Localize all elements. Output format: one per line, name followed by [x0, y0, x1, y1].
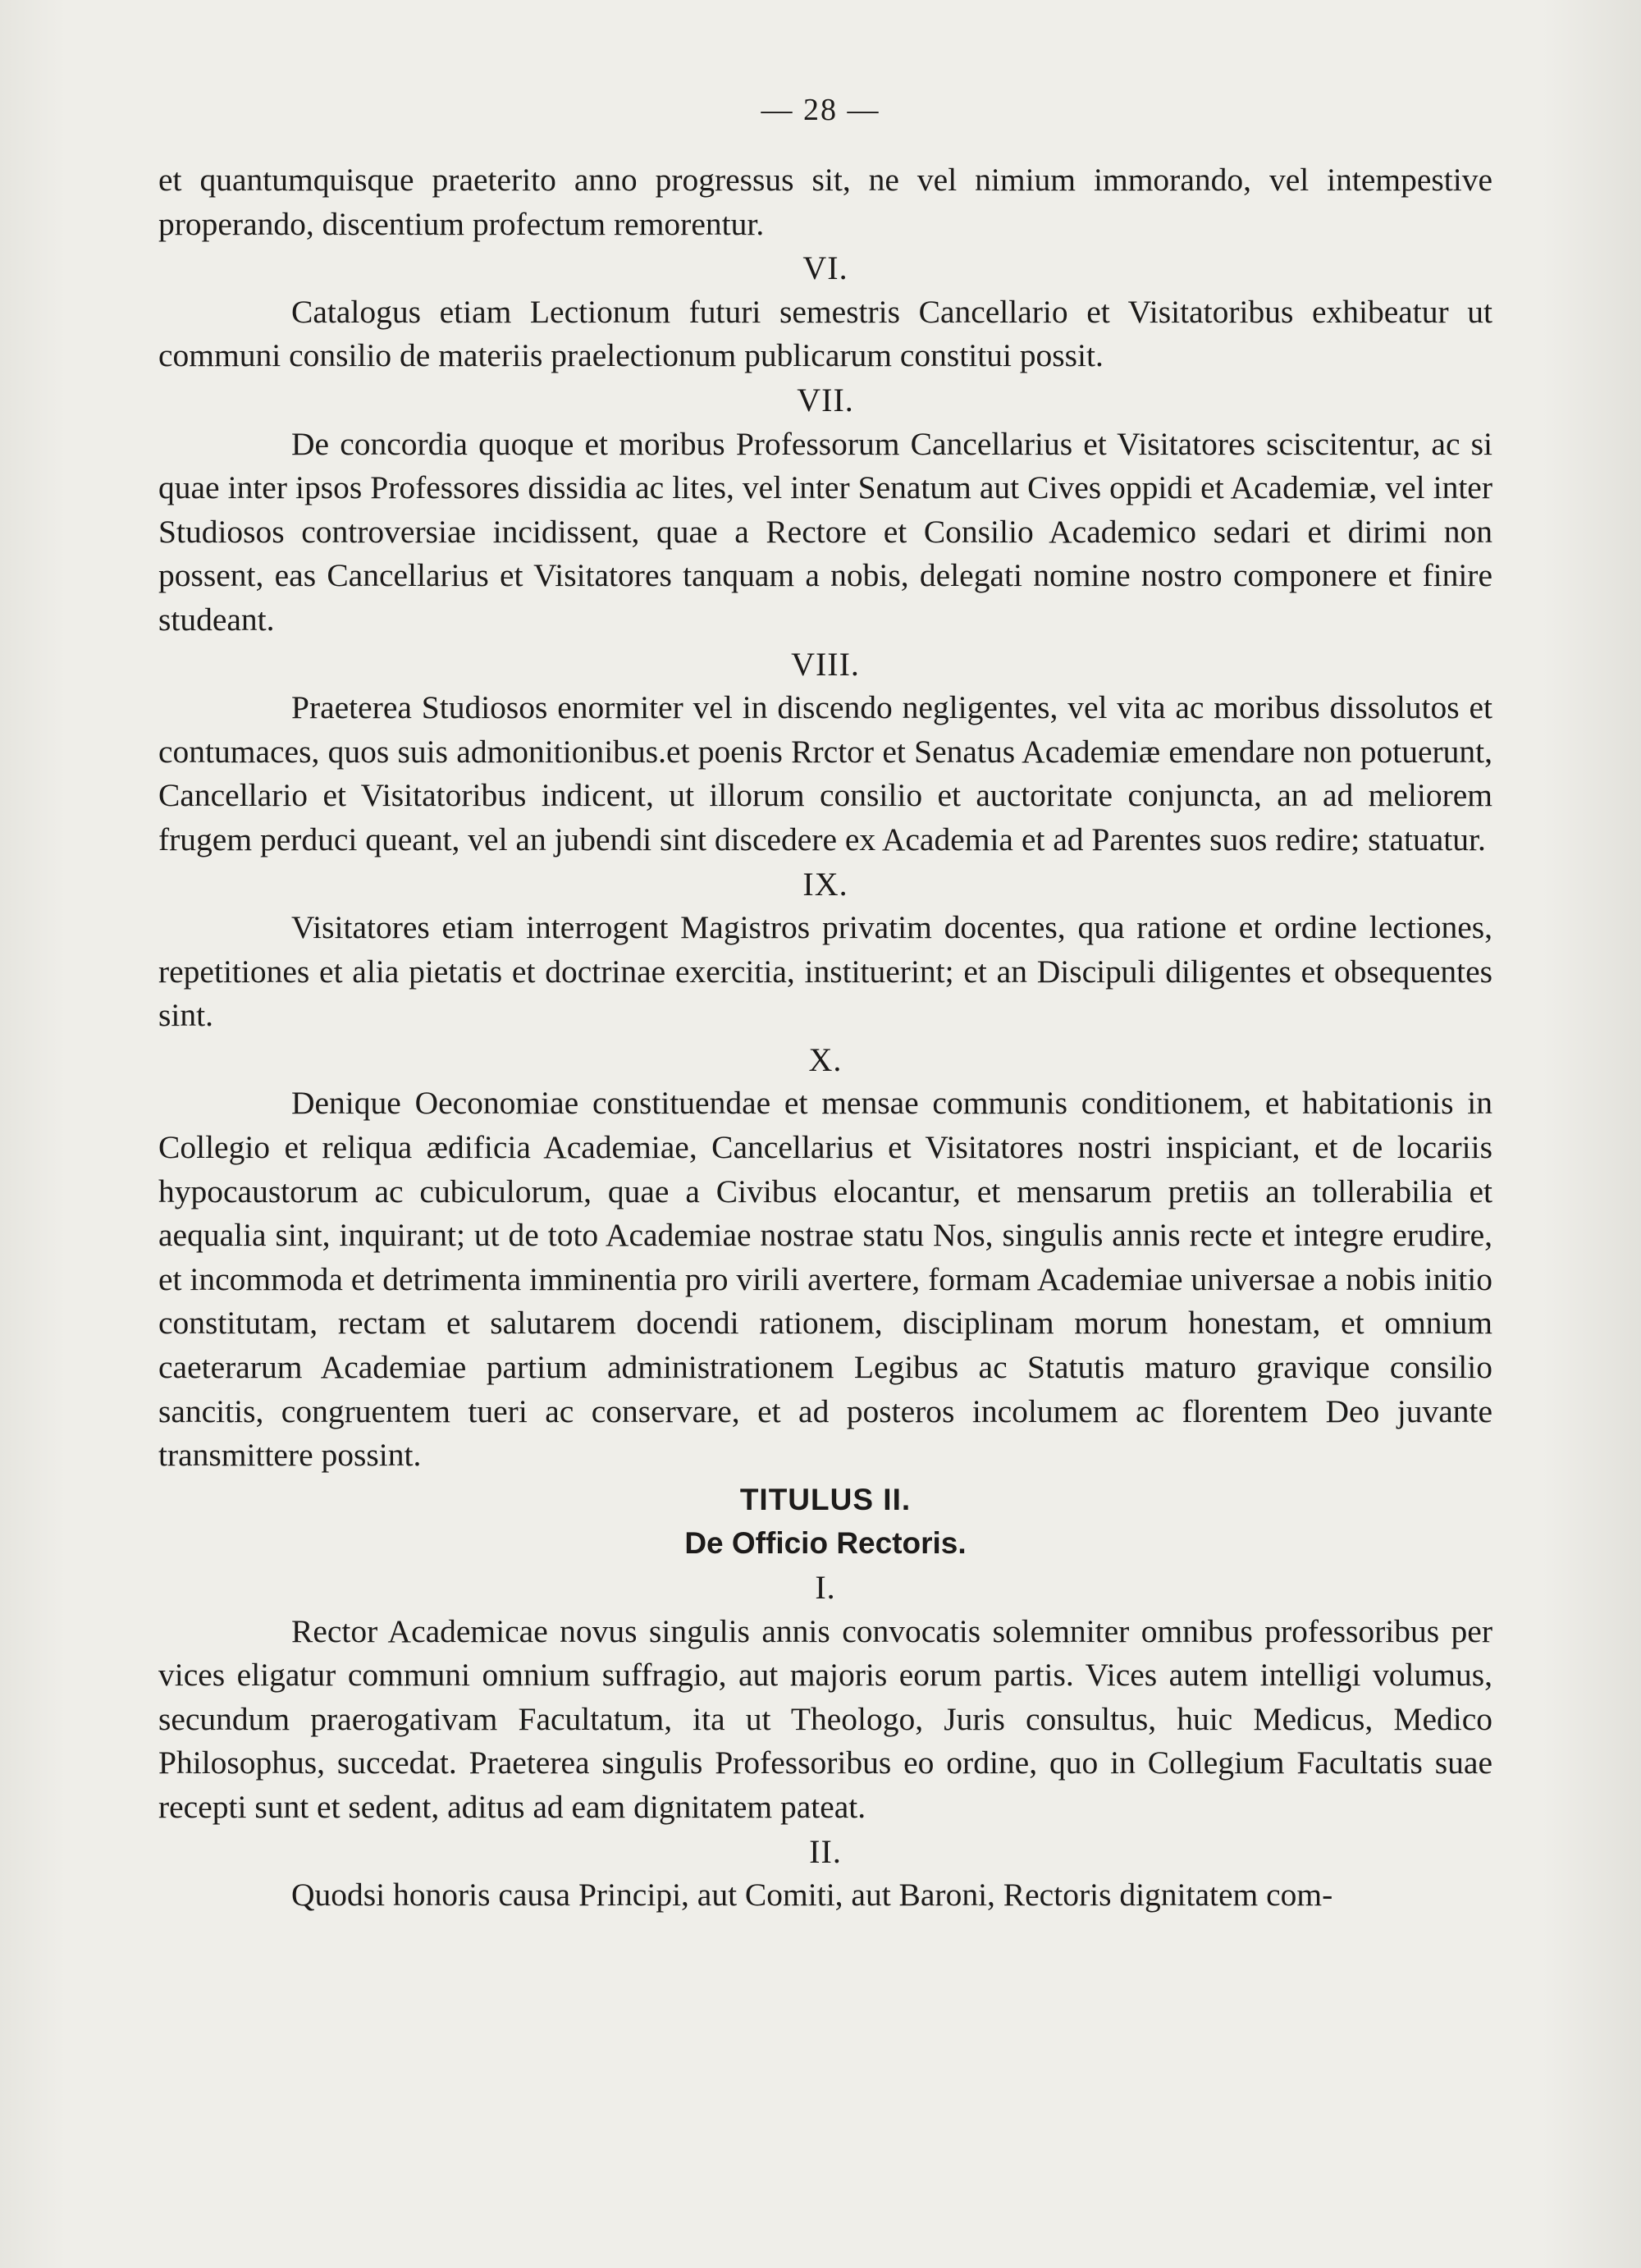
titulus-heading: TITULUS II.: [739, 1482, 912, 1516]
titulus-subtitle: De Officio Rectoris.: [684, 1526, 967, 1561]
section-numeral: I.: [815, 1569, 836, 1606]
section-x: [158, 1038, 1492, 1478]
section-paragraph: Rector Academicae novus singulis annis convocatis solemniter omnibus professoribus per vices eligatur communi omnium suffragio, aut majoris eorum partis. Vices autem intelligi volumus, secundum praerogativam Facultatum, ita ut Theologo, Juris consultus, huic Medicus, Medico Philosophus, succedat. Praeterea singulis Professoribus eo ordine, quo in Collegium Facultatis suae recepti sunt et sedent, aditus ad eam dignitatem pateat.: [158, 1612, 1492, 1825]
section-viii: [158, 642, 1492, 862]
section-numeral: X.: [808, 1040, 843, 1078]
section-paragraph: Visitatores etiam interrogent Magistros privatim docentes, qua ratione et ordine lectiones, repetitiones et alia pietatis et doctrinae exercitia, instituerint; et an Discipuli diligentes et obsequentes sint.: [158, 909, 1492, 1034]
opening-paragraph: et quantumquisque praeterito anno progressus sit, ne vel nimium immorando, vel intempestive properando, discentium profectum remorentur.: [158, 162, 1492, 242]
section-numeral: VIII.: [791, 645, 860, 683]
section-paragraph: Praeterea Studiosos enormiter vel in discendo negligentes, vel vita ac moribus dissolutos et contumaces, quos suis admonitionibus.et poenis Rrctor et Senatus Academiæ emendare non potuerunt, Cancellario et Visitatoribus indicent, ut illorum consilio et auctoritate conjuncta, an ad meliorem frugem perduci queant, vel an jubendi sint discedere ex Academia et ad Parentes suos redire; statuatur.: [158, 689, 1492, 857]
section-paragraph: Denique Oeconomiae constituendae et mensae communis conditionem, et habitationis in Collegio et reliqua ædificia Academiae, Cancellarius et Visitatores nostri inspiciant, et de locariis hypocaustorum ac cubiculorum, quae a Civibus elocantur, et mensarum pretiis an tollerabilia et aequalia sint, inquirant; ut de toto Academiae nostrae statu Nos, singulis annis recte et integre erudire, et incommoda et detrimenta imminentia pro virili avertere, formam Academiae universae a nobis initio constitutam, rectam et salutarem docendi rationem, disciplinam morum honestam, et omnium caeterarum Academiae partium administrationem Legibus ac Statutis maturo gravique consilio sancitis, congruentem tueri ac conservare, et ad posteros incolumem ac florentem Deo juvante transmittere possint.: [158, 1085, 1492, 1474]
section-numeral: VI.: [802, 249, 848, 287]
section-paragraph: Catalogus etiam Lectionum futuri semestris Cancellario et Visitatoribus exhibeatur ut communi consilio de materiis praelectionum publicarum constitui possit.: [158, 293, 1492, 374]
section-paragraph: De concordia quoque et moribus Professorum Cancellarius et Visitatores sciscitentur, ac si quae inter ipsos Professores dissidia ac lites, vel inter Senatum aut Cives oppidi et Academiæ, vel inter Studiosos controversiae incidissent, quae a Rectore et Consilio Academico sedari et dirimi non possent, eas Cancellarius et Visitatores tanquam a nobis, delegati nomine nostro componere et finire studeant.: [158, 425, 1492, 638]
section-numeral: II.: [809, 1832, 842, 1870]
section-numeral: IX.: [802, 865, 848, 903]
section-vii: [158, 378, 1492, 642]
section-ix: [158, 862, 1492, 1038]
section-ii: [158, 1830, 1492, 1918]
section-paragraph: Quodsi honoris causa Principi, aut Comiti, aut Baroni, Rectoris dignitatem com-: [291, 1877, 1333, 1914]
section-numeral: VII.: [797, 381, 854, 418]
page-body: [158, 158, 1492, 1918]
section-vi: [158, 246, 1492, 378]
section-i: [158, 1566, 1492, 1830]
page-number: — 28 —: [761, 93, 880, 127]
